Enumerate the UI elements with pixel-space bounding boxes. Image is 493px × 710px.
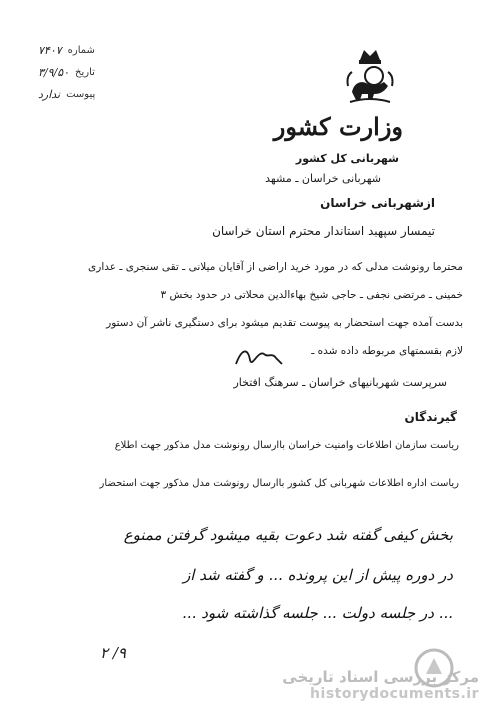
handwritten-note-date: ۹/ ۲ (100, 644, 126, 662)
letter-line: محترما رونوشت مدلی که در مورد خرید اراضی از آقایان میلانی ـ تقی سنجری ـ عداری (88, 261, 463, 273)
reference-number-label: شماره (67, 45, 95, 56)
recipient-line: ریاست سازمان اطلاعات وامنیت خراسان باارسال رونوشت مدل مذکور جهت اطلاع (114, 440, 459, 451)
letter-line: خمینی ـ مرتضی نجفی ـ حاجی شیخ بهاءالدین محلاتی در حدود بخش ۳ (160, 289, 463, 301)
recipient-line: ریاست اداره اطلاعات شهربانی کل کشور باارسال رونوشت مدل مذکور جهت استحضار (99, 478, 459, 489)
lion-and-sun-emblem-icon (344, 46, 396, 108)
reference-attachment-row (38, 84, 148, 106)
watermark (282, 668, 479, 702)
signature-line: سرپرست شهربانیهای خراسان ـ سرهنگ افتخار (233, 376, 447, 389)
reference-block (38, 40, 148, 106)
signature-scribble-icon (232, 344, 286, 372)
handwritten-note-line: در دوره پیش از این پرونده ... و گفته شد از (183, 566, 453, 584)
handwritten-note-line: بخش کیفی گفته شد دعوت بقیه میشود گرفتن ممنوع (123, 526, 453, 544)
watermark-site-name: مرکز بررسی اسناد تاریخی (282, 668, 479, 686)
letter-recipient: تیمسار سپهبد استاندار محترم استان خراسان (212, 224, 435, 238)
reference-date-row (38, 62, 148, 84)
police-department-title: شهربانی کل کشور (295, 152, 399, 165)
letter-line: بدست آمده جهت استحضار به پیوست تقدیم میشود برای دستگیری ناشر آن دستور (106, 317, 463, 329)
regional-police-title: شهربانی خراسان ـ مشهد (265, 172, 381, 185)
reference-number-value: ۷۴۰۷ (38, 44, 62, 57)
letter-sender: ازشهربانی خراسان (320, 196, 435, 210)
reference-number-row (38, 40, 148, 62)
reference-date-label: تاریخ (75, 67, 95, 78)
watermark-url: historydocuments.ir (310, 686, 479, 702)
letter-line: لازم بقسمتهای مربوطه داده شده ـ (311, 345, 463, 357)
reference-date-value: ۳/۹/۵۰ (38, 66, 70, 79)
reference-attachment-label: پیوست (66, 89, 96, 100)
ministry-title: وزارت کشور (273, 112, 403, 141)
handwritten-note-line: ... در جلسه دولت ... جلسه گذاشته شود ... (182, 604, 453, 622)
reference-attachment-value: ندارد (38, 88, 61, 101)
recipients-title: گیرندگان (404, 410, 457, 424)
